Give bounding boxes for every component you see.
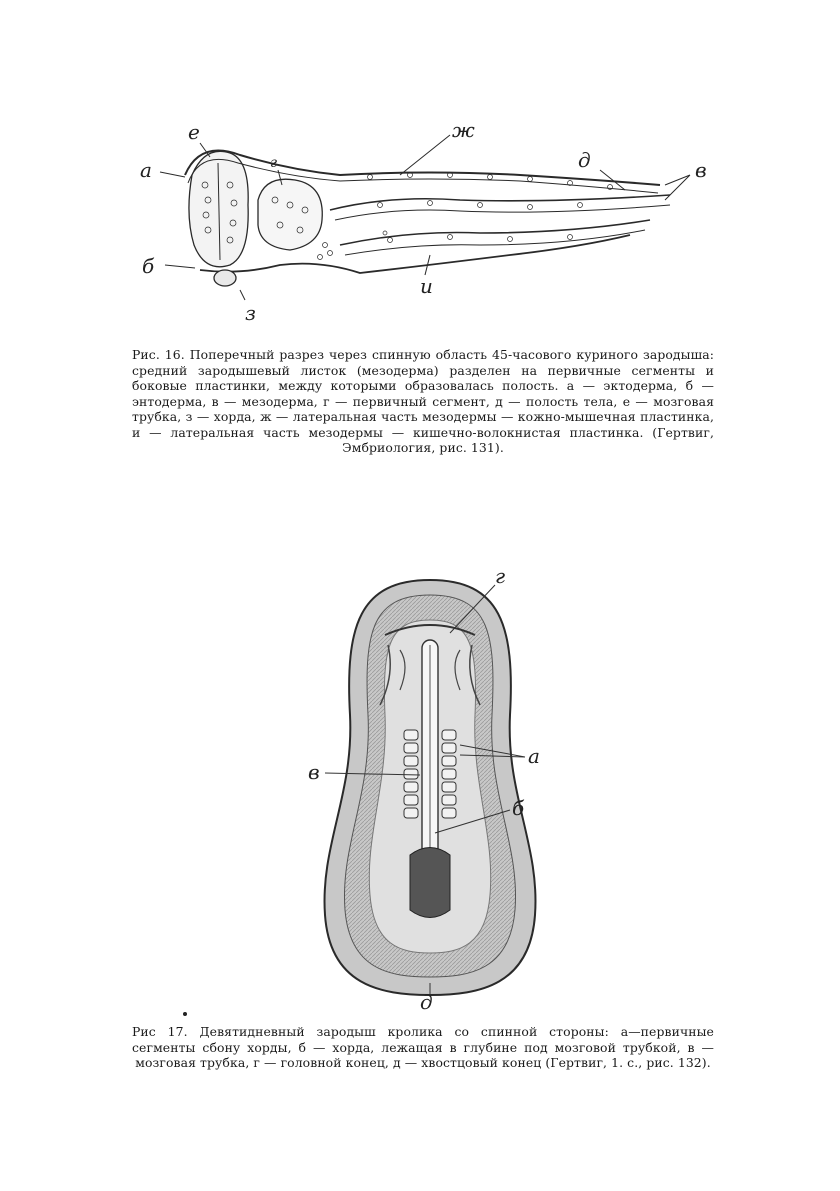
figure-17-embryo-drawing [300,565,560,1010]
figure-16-cross-section-drawing [130,115,720,340]
fig16-label-d: д [578,148,591,172]
fig16-label-i: и [420,274,433,298]
fig17-label-v: в [308,760,320,784]
fig17-label-g: г [495,565,506,588]
stray-dot [183,1012,187,1016]
fig16-label-b: б [142,254,155,278]
fig17-label-a: а [528,744,540,768]
figure-17-caption: Рис 17. Девятидневный зародыш кролика со спинной стороны: а—первичные сегменты сбону хорды, б — хорда, лежащая в глубине под мозговой трубкой, в — мозговая трубка, г — головной конец, д — хвостцовый конец (Гертвиг, 1. с., рис. 132). [132,1024,714,1070]
fig17-label-b: б [512,796,525,820]
fig16-label-g: г [270,155,278,171]
figure-16-caption: Рис. 16. Поперечный разрез через спинную область 45-часового куриного зародыша: средний зародышевый листок (мезодерма) разделен на первичные сегменты и боковые пластинки, между которыми образовалась полость. а — эктодерма, б — энтодерма, в — мезодерма, г — первичный сегмент, д — полость тела, е — мозговая трубка, з — хорда, ж — латеральная часть мезодермы — кожно-мышечная пластинка, и — латеральная часть мезодермы — кишечно-волокнистая пластинка. (Гертвиг, Эмбриология, рис. 131). [132,347,714,455]
fig16-label-e: е [188,120,200,144]
fig16-label-zh: ж [452,118,475,142]
fig16-label-v: в [695,158,707,182]
fig17-label-d: д [420,990,433,1010]
fig16-label-a: а [140,158,152,182]
fig16-label-z: з [245,301,256,325]
